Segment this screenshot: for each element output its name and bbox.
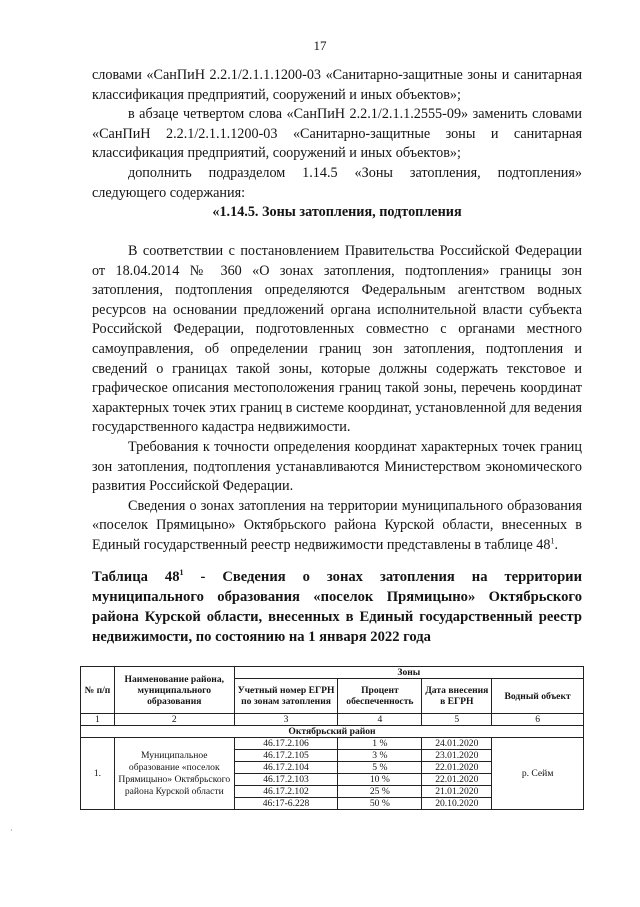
flood-zones-table	[80, 666, 584, 810]
col-number: 4	[338, 714, 422, 726]
table-title	[92, 567, 582, 647]
percent-cell: 5 %	[338, 762, 422, 774]
header-water: Водный объект	[492, 679, 584, 714]
section-paragraph-2: Требования к точности определения координат характерных точек границ зон затопления, подтопления устанавливаются Министерством экономического развития Российской Федерации.	[92, 438, 582, 495]
date-cell: 24.01.2020	[422, 738, 492, 750]
percent-cell: 25 %	[338, 786, 422, 798]
entry-num: 1.	[81, 738, 115, 810]
col-number: 1	[81, 714, 115, 726]
egrn-cell: 46.17.2.102	[234, 786, 338, 798]
table-title-prefix: Таблица 48	[92, 569, 180, 585]
paragraph-2: в абзаце четвертом слова «СанПиН 2.2.1/2.1.1.2555-09» заменить словами «СанПиН 2.2.1/2.1.1.1200-03 «Санитарно-защитные зоны и санитарная классификация предприятий, сооружений и иных объектов»;	[92, 106, 582, 162]
col-number: 5	[422, 714, 492, 726]
header-num: № п/п	[81, 667, 115, 714]
col-number: 3	[234, 714, 338, 726]
header-percent: Процент обеспеченность	[338, 679, 422, 714]
entry-district: Муниципальное образование «поселок Прямицыно» Октябрьского района Курской области	[114, 738, 234, 810]
section-paragraph-3	[92, 497, 582, 556]
section-body	[92, 242, 582, 556]
percent-cell: 3 %	[338, 750, 422, 762]
region-row: Октябрьский район	[81, 726, 584, 738]
egrn-cell: 46.17.2.104	[234, 762, 338, 774]
header-zones: Зоны	[234, 667, 583, 679]
footnote-sup: 1	[550, 536, 555, 546]
paragraph-text: Сведения о зонах затопления на территории муниципального образования «поселок Прямицыно» Октябрьского района Курской области, внесенных в Единый государственный реестр недвижимости представлены в таблице 48	[92, 497, 582, 553]
paragraph-3: дополнить подразделом 1.14.5 «Зоны затопления, подтопления» следующего содержания:	[92, 164, 582, 201]
header-district: Наименование района, муниципального образования	[114, 667, 234, 714]
egrn-cell: 46:17-6.228	[234, 798, 338, 810]
header-egrn: Учетный номер ЕГРН по зонам затопления	[234, 679, 338, 714]
date-cell: 23.01.2020	[422, 750, 492, 762]
egrn-cell: 46.17.2.106	[234, 738, 338, 750]
date-cell: 22.01.2020	[422, 762, 492, 774]
margin-dot: ·	[10, 826, 13, 835]
date-cell: 20.10.2020	[422, 798, 492, 810]
page-number: 17	[313, 38, 327, 53]
date-cell: 22.01.2020	[422, 774, 492, 786]
egrn-cell: 46.17.2.103	[234, 774, 338, 786]
section-heading: «1.14.5. Зоны затопления, подтопления	[212, 204, 462, 220]
amendment-text	[92, 66, 582, 203]
percent-cell: 10 %	[338, 774, 422, 786]
paragraph-end: .	[554, 536, 559, 553]
egrn-cell: 46.17.2.105	[234, 750, 338, 762]
paragraph-1: словами «СанПиН 2.2.1/2.1.1.1200-03 «Санитарно-защитные зоны и санитарная классификация предприятий, сооружений и иных объектов»;	[92, 67, 582, 103]
col-number: 2	[114, 714, 234, 726]
section-paragraph-1: В соответствии с постановлением Правительства Российской Федерации от 18.04.2014 № 360 «О зонах затопления, подтопления» границы зон затопления, подтопления определяются Федеральным агентством водных ресурсов на основании предложений органа исполнительной власти субъекта Российской Федерации, подготовленных совместно с органами местного самоуправления, об определении границ зон затопления, подтопления и сведений о границах такой зоны, которые должны содержать текстовое и графическое описания местоположения границ такой зоны, перечень координат характерных точек этих границ в системе координат, установленной для ведения государственного кадастра недвижимости.	[92, 243, 582, 436]
header-date: Дата внесения в ЕГРН	[422, 679, 492, 714]
percent-cell: 50 %	[338, 798, 422, 810]
date-cell: 21.01.2020	[422, 786, 492, 798]
percent-cell: 1 %	[338, 738, 422, 750]
table-title-sup: 1	[179, 568, 184, 578]
water-object: р. Сейм	[492, 738, 584, 810]
col-number: 6	[492, 714, 584, 726]
table-title-text: - Сведения о зонах затопления на территории муниципального образования «поселок Прямицыно» Октябрьского района Курской области, внесенных в Единый государственный реестр недвижимости, по состоянию на 1 января 2022 года	[92, 569, 582, 645]
